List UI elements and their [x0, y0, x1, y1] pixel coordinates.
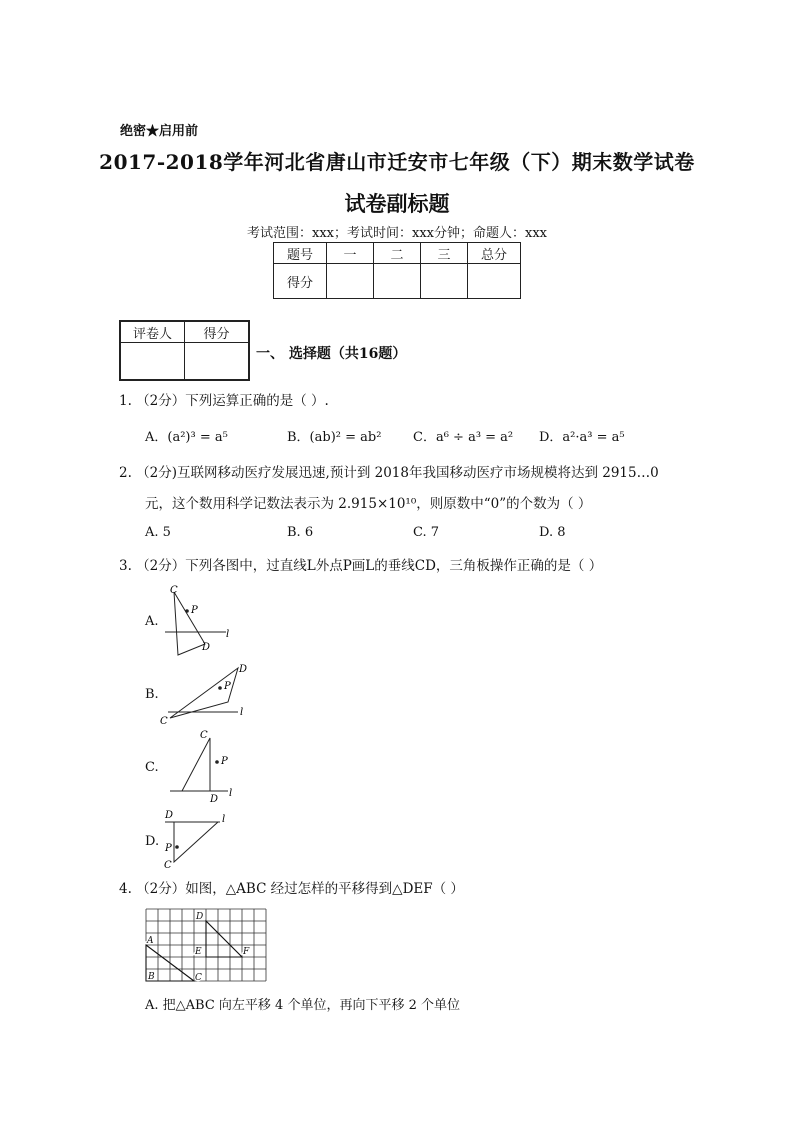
figure-3c-label-l: l — [229, 788, 233, 799]
grader-table — [119, 320, 250, 381]
grader-cell — [120, 343, 185, 381]
question-4-option-a: A. 把△ABC 向左平移 4 个单位，再向下平移 2 个单位 — [145, 998, 460, 1013]
score-cell — [421, 264, 468, 299]
figure-3d-label-d: D — [165, 810, 174, 821]
figure-3c-label-p: P — [221, 756, 228, 767]
figure-3b-label-c: C — [160, 716, 168, 727]
question-2-option-c: C. 7 — [413, 525, 440, 540]
figure-3d-label-l: l — [222, 814, 226, 825]
figure-3c-label-c: C — [200, 730, 208, 741]
figure-3b-label-p: P — [224, 681, 231, 692]
question-3-option-a: A. — [145, 614, 159, 629]
score-header-cell: 二 — [374, 243, 421, 264]
question-2-line2: 元，这个数用科学记数法表示为 2.915×10¹⁰，则原数中“0”的个数为（ ） — [145, 496, 592, 512]
question-3-stem: 3. （2分）下列各图中，过直线L外点P画L的垂线CD，三角板操作正确的是（ ） — [119, 558, 603, 574]
grid-label-b: B — [148, 972, 155, 982]
grid-label-e: E — [195, 947, 202, 957]
question-1-stem: 1. （2分）下列运算正确的是（ ）. — [119, 393, 329, 409]
figure-3a-label-l: l — [226, 629, 230, 640]
grader-header-cell: 得分 — [185, 321, 250, 343]
grid-label-a: A — [147, 936, 154, 946]
question-1-option-a: A．(a²)³ = a⁵ — [145, 430, 228, 445]
figure-3c — [170, 728, 240, 804]
figure-3a-label-c: C — [170, 585, 178, 596]
grader-header-cell: 评卷人 — [120, 321, 185, 343]
figure-3d — [160, 808, 236, 872]
question-4-grid-figure — [145, 908, 269, 982]
figure-3b-label-l: l — [240, 707, 244, 718]
score-header-cell: 一 — [327, 243, 374, 264]
figure-3d-label-c: C — [164, 860, 172, 871]
question-3-option-b: B. — [145, 687, 159, 702]
figure-3a-label-p: P — [191, 605, 198, 616]
question-2-option-d: D. 8 — [539, 525, 566, 540]
page-title: 2017-2018学年河北省唐山市迁安市七年级（下）期末数学试卷 — [99, 150, 695, 174]
score-cell — [374, 264, 421, 299]
question-3-option-d: D. — [145, 834, 160, 849]
score-header-cell: 三 — [421, 243, 468, 264]
figure-3b — [158, 660, 254, 728]
figure-3a — [160, 582, 240, 658]
exam-info: 考试范围：xxx；考试时间：xxx分钟；命题人：xxx — [247, 226, 547, 241]
grid-label-f: F — [243, 947, 250, 957]
figure-3b-label-d: D — [239, 664, 248, 675]
grid-label-c: C — [195, 973, 202, 982]
page-subtitle: 试卷副标题 — [344, 191, 450, 216]
secret-label: 绝密★启用前 — [120, 124, 199, 139]
section-title: 一、 选择题（共16题） — [256, 346, 407, 362]
question-1-option-d: D．a²·a³ = a⁵ — [539, 430, 625, 445]
question-1-option-c: C．a⁶ ÷ a³ = a² — [413, 430, 514, 445]
score-header-cell: 总分 — [468, 243, 521, 264]
grid-label-d: D — [196, 912, 204, 922]
score-row-label: 得分 — [274, 264, 327, 299]
question-2-option-b: B. 6 — [287, 525, 314, 540]
question-1-option-b: B．(ab)² = ab² — [287, 430, 382, 445]
score-cell — [327, 264, 374, 299]
figure-3d-label-p: P — [165, 843, 172, 854]
score-table — [273, 242, 521, 299]
figure-3a-label-d: D — [202, 642, 211, 653]
score-header-cell: 题号 — [274, 243, 327, 264]
question-2-line1: 2. （2分)互联网移动医疗发展迅速,预计到 2018年我国移动医疗市场规模将达到 2915…0 — [119, 465, 659, 481]
question-3-option-c: C. — [145, 760, 159, 775]
score-cell — [468, 264, 521, 299]
question-4-stem: 4. （2分）如图，△ABC 经过怎样的平移得到△DEF（ ） — [119, 881, 464, 897]
grader-cell — [185, 343, 250, 381]
question-2-option-a: A. 5 — [145, 525, 171, 540]
figure-3c-label-d: D — [210, 794, 219, 804]
